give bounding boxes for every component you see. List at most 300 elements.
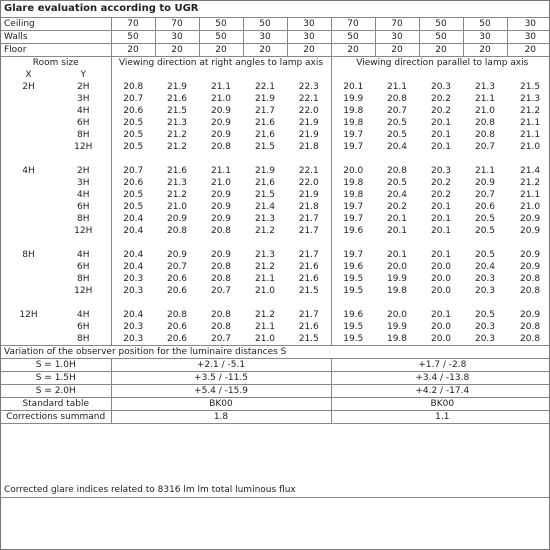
ugr-value: 21.9 <box>166 82 188 92</box>
ugr-value: 21.2 <box>254 310 276 320</box>
ugr-value: 21.1 <box>474 166 496 176</box>
right-angles-header: Viewing direction at right angles to lamp axis <box>111 57 331 70</box>
ugr-value: 21.2 <box>166 190 188 200</box>
ugr-value: 19.9 <box>343 94 364 104</box>
spacing-label: S = 1.5H <box>1 372 111 385</box>
ugr-value: 20.0 <box>430 334 452 344</box>
blank-cell <box>1 237 111 249</box>
variation-parallel: +3.4 / -13.8 <box>331 372 550 385</box>
ugr-table <box>1 1 550 424</box>
ugr-value: 20.3 <box>474 322 496 332</box>
blank-cell <box>1 189 56 201</box>
ugr-value: 20.1 <box>430 130 452 140</box>
blank-cell <box>331 153 550 165</box>
ugr-value: 20.7 <box>166 262 188 272</box>
table-body <box>1 1 550 424</box>
floor-value: 20 <box>463 44 507 57</box>
ugr-value: 22.0 <box>287 177 331 189</box>
blank-cell <box>1 273 56 285</box>
variation-label: Variation of the observer position for the luminaire distances S <box>1 346 550 359</box>
blank-cell <box>1 285 56 297</box>
room-y-label: 2H <box>56 81 111 93</box>
table-row <box>1 285 550 297</box>
ugr-value: 20.4 <box>386 190 408 200</box>
ugr-value: 20.1 <box>430 118 452 128</box>
ugr-value: 20.9 <box>210 250 232 260</box>
blank-cell <box>1 177 56 189</box>
ugr-value: 20.6 <box>166 274 188 284</box>
ugr-value: 20.6 <box>166 286 188 296</box>
floor-label: Floor <box>1 44 111 57</box>
floor-value: 20 <box>287 44 331 57</box>
ugr-value: 20.9 <box>520 250 541 260</box>
table-row <box>1 129 550 141</box>
ceiling-label: Ceiling <box>1 18 111 31</box>
ugr-value: 19.9 <box>386 274 408 284</box>
room-y-label: 2H <box>56 165 111 177</box>
floor-value: 20 <box>331 44 375 57</box>
ugr-value: 19.8 <box>343 190 364 200</box>
ugr-value: 20.8 <box>166 310 188 320</box>
ugr-value: 20.0 <box>343 166 364 176</box>
ugr-value: 21.5 <box>254 190 276 200</box>
table-row <box>1 177 550 189</box>
ugr-value: 21.1 <box>520 190 541 200</box>
walls-value: 50 <box>419 31 463 44</box>
ceiling-value: 30 <box>507 18 550 31</box>
ugr-value: 20.9 <box>166 214 188 224</box>
ceiling-value: 70 <box>375 18 419 31</box>
room-y-label: 3H <box>56 177 111 189</box>
corrections-summand-right-angles: 1.8 <box>111 411 331 424</box>
ugr-value: 20.1 <box>430 226 452 236</box>
table-row <box>1 261 550 273</box>
ugr-value: 19.5 <box>343 334 364 344</box>
ceiling-value: 50 <box>419 18 463 31</box>
room-y-label: 4H <box>56 105 111 117</box>
ugr-value: 21.0 <box>166 202 188 212</box>
ugr-value: 20.3 <box>474 286 496 296</box>
room-y-label: 8H <box>56 333 111 346</box>
ugr-value: 21.7 <box>287 213 331 225</box>
ugr-value: 20.1 <box>430 250 452 260</box>
table-row <box>1 93 550 105</box>
table-row <box>1 141 550 153</box>
room-y-label: 12H <box>56 225 111 237</box>
ugr-value: 20.8 <box>166 226 188 236</box>
ugr-value: 20.2 <box>430 94 452 104</box>
ugr-value: 20.8 <box>210 322 232 332</box>
ugr-value: 20.1 <box>386 214 408 224</box>
room-x-label: 12H <box>19 310 38 320</box>
blank-cell <box>1 321 56 333</box>
ugr-value: 21.7 <box>254 106 276 116</box>
table-row <box>1 225 550 237</box>
footer-divider <box>1 497 549 498</box>
ugr-value: 20.5 <box>474 310 496 320</box>
table-row <box>1 105 550 117</box>
ugr-value: 21.5 <box>254 142 276 152</box>
room-y-label: 4H <box>56 189 111 201</box>
floor-value: 20 <box>419 44 463 57</box>
floor-value: 20 <box>375 44 419 57</box>
standard-table-parallel: BK00 <box>331 398 550 411</box>
blank-cell <box>331 69 550 81</box>
ugr-value: 20.6 <box>166 322 188 332</box>
ugr-value: 21.7 <box>287 225 331 237</box>
room-y-label: 4H <box>56 309 111 321</box>
ugr-value: 20.8 <box>520 322 541 332</box>
ugr-value: 20.5 <box>123 118 144 128</box>
ugr-value: 20.8 <box>520 334 541 344</box>
ugr-value: 20.9 <box>210 202 232 212</box>
ugr-value: 21.6 <box>166 166 188 176</box>
ugr-value: 20.4 <box>123 262 144 272</box>
ugr-value: 21.1 <box>520 130 541 140</box>
ugr-value: 22.3 <box>287 81 331 93</box>
blank-cell <box>1 93 56 105</box>
ceiling-value: 50 <box>463 18 507 31</box>
ugr-value: 20.7 <box>474 142 496 152</box>
ceiling-value: 50 <box>243 18 287 31</box>
ugr-value: 20.4 <box>386 142 408 152</box>
ugr-value: 20.3 <box>123 334 144 344</box>
walls-value: 50 <box>199 31 243 44</box>
title-row <box>1 1 550 18</box>
ugr-value: 21.0 <box>474 106 496 116</box>
ugr-value: 20.9 <box>210 214 232 224</box>
ugr-value: 20.3 <box>430 82 452 92</box>
ugr-value: 21.3 <box>254 214 276 224</box>
blank-cell <box>111 153 331 165</box>
ugr-value: 20.5 <box>123 190 144 200</box>
ugr-value: 20.1 <box>430 142 452 152</box>
ugr-value: 20.8 <box>474 130 496 140</box>
ugr-value: 21.3 <box>166 118 188 128</box>
ugr-value: 20.3 <box>123 322 144 332</box>
room-x-label: 2H <box>22 82 35 92</box>
ugr-value: 20.4 <box>123 310 144 320</box>
ugr-value: 19.7 <box>343 214 364 224</box>
room-y-label: 4H <box>56 249 111 261</box>
ugr-value: 19.7 <box>343 142 364 152</box>
ugr-value: 20.8 <box>474 118 496 128</box>
ugr-value: 19.7 <box>343 130 364 140</box>
spacing-label: S = 2.0H <box>1 385 111 398</box>
room-y-label: 6H <box>56 117 111 129</box>
table-row <box>1 309 550 321</box>
corrections-summand-label: Corrections summand <box>1 411 111 424</box>
ugr-value: 21.5 <box>520 82 541 92</box>
floor-value: 20 <box>243 44 287 57</box>
ugr-value: 21.1 <box>254 274 276 284</box>
ugr-value: 22.0 <box>287 105 331 117</box>
table-row <box>1 189 550 201</box>
ugr-value: 21.6 <box>287 321 331 333</box>
ugr-value: 20.7 <box>210 334 232 344</box>
spacer-row <box>1 153 550 165</box>
ugr-value: 21.6 <box>254 130 276 140</box>
walls-row <box>1 31 550 44</box>
room-size-label: Room size <box>1 57 111 70</box>
blank-cell <box>111 237 331 249</box>
ugr-value: 21.5 <box>166 106 188 116</box>
ugr-value: 21.1 <box>520 118 541 128</box>
blank-cell <box>331 297 550 309</box>
ugr-value: 21.4 <box>254 202 276 212</box>
walls-label: Walls <box>1 31 111 44</box>
floor-value: 20 <box>111 44 155 57</box>
ugr-value: 21.8 <box>287 141 331 153</box>
ugr-value: 19.8 <box>343 178 364 188</box>
variation-header-row <box>1 346 550 359</box>
floor-row <box>1 44 550 57</box>
ugr-value: 21.9 <box>254 166 276 176</box>
ugr-value: 19.6 <box>343 262 364 272</box>
axis-header-row <box>1 69 550 81</box>
ceiling-value: 70 <box>155 18 199 31</box>
ugr-value: 19.6 <box>343 310 364 320</box>
ugr-value: 20.3 <box>123 286 144 296</box>
ugr-value: 20.5 <box>474 250 496 260</box>
table-row <box>1 321 550 333</box>
ugr-value: 21.1 <box>386 82 408 92</box>
ugr-value: 20.3 <box>474 334 496 344</box>
ceiling-value: 50 <box>199 18 243 31</box>
ugr-value: 21.1 <box>254 322 276 332</box>
ugr-value: 20.6 <box>123 178 144 188</box>
ugr-value: 20.2 <box>430 190 452 200</box>
parallel-header: Viewing direction parallel to lamp axis <box>356 58 529 68</box>
table-row <box>1 333 550 346</box>
ugr-value: 20.6 <box>166 334 188 344</box>
ugr-value: 21.1 <box>210 166 232 176</box>
ugr-value: 20.5 <box>386 118 408 128</box>
ugr-value: 19.8 <box>386 286 408 296</box>
ugr-value: 21.9 <box>287 189 331 201</box>
blank-cell <box>331 237 550 249</box>
ugr-value: 21.0 <box>210 178 232 188</box>
ugr-value: 20.8 <box>210 274 232 284</box>
ugr-value: 21.3 <box>520 94 541 104</box>
ugr-value: 20.8 <box>210 262 232 272</box>
header-row <box>1 57 550 70</box>
page-title: Glare evaluation according to UGR <box>1 1 550 18</box>
blank-cell <box>1 225 56 237</box>
room-y-label: 8H <box>56 273 111 285</box>
ugr-value: 20.9 <box>520 214 541 224</box>
walls-value: 50 <box>111 31 155 44</box>
table-row <box>1 273 550 285</box>
floor-value: 20 <box>199 44 243 57</box>
ugr-value: 20.7 <box>123 94 144 104</box>
ugr-value: 20.3 <box>430 166 452 176</box>
ugr-value: 20.4 <box>123 226 144 236</box>
room-y-label: 8H <box>56 129 111 141</box>
ugr-value: 19.6 <box>343 226 364 236</box>
corrections-summand-row <box>1 411 550 424</box>
walls-value: 30 <box>463 31 507 44</box>
blank-cell <box>1 297 111 309</box>
room-y-label: 12H <box>56 285 111 297</box>
ugr-value: 20.6 <box>123 106 144 116</box>
spacer-row <box>1 297 550 309</box>
ugr-value: 20.1 <box>386 226 408 236</box>
ugr-value: 20.5 <box>386 130 408 140</box>
ugr-value: 19.8 <box>343 106 364 116</box>
ugr-value: 21.6 <box>254 118 276 128</box>
blank-cell <box>1 201 56 213</box>
ugr-value: 20.9 <box>210 106 232 116</box>
ugr-value: 20.1 <box>343 82 364 92</box>
ugr-value: 20.5 <box>123 142 144 152</box>
ugr-value: 20.2 <box>430 106 452 116</box>
ugr-value: 21.7 <box>287 249 331 261</box>
ugr-value: 21.2 <box>166 142 188 152</box>
ugr-value: 21.9 <box>287 129 331 141</box>
y-label: Y <box>56 69 111 81</box>
ugr-value: 21.0 <box>210 94 232 104</box>
ugr-value: 20.7 <box>123 166 144 176</box>
corrections-summand-parallel: 1.1 <box>331 411 550 424</box>
blank-cell <box>111 297 331 309</box>
room-y-label: 8H <box>56 213 111 225</box>
ugr-value: 20.5 <box>123 130 144 140</box>
blank-cell <box>1 105 56 117</box>
room-x-label: 4H <box>22 166 35 176</box>
standard-table-row <box>1 398 550 411</box>
ugr-value: 21.2 <box>254 226 276 236</box>
room-x-label: 8H <box>22 250 35 260</box>
standard-table-right-angles: BK00 <box>111 398 331 411</box>
walls-value: 30 <box>243 31 287 44</box>
variation-right-angles: +5.4 / -15.9 <box>111 385 331 398</box>
room-y-label: 6H <box>56 201 111 213</box>
ugr-value: 20.0 <box>430 274 452 284</box>
ugr-value: 20.0 <box>430 322 452 332</box>
ceiling-row <box>1 18 550 31</box>
floor-value: 20 <box>507 44 550 57</box>
ugr-value: 20.5 <box>474 214 496 224</box>
ugr-value: 19.5 <box>343 286 364 296</box>
ugr-value: 20.7 <box>210 286 232 296</box>
ugr-value: 19.5 <box>343 322 364 332</box>
ugr-value: 20.3 <box>123 274 144 284</box>
ugr-value: 20.8 <box>520 286 541 296</box>
ugr-value: 21.5 <box>287 333 331 346</box>
ugr-value: 20.0 <box>386 262 408 272</box>
spacer-row <box>1 237 550 249</box>
variation-row <box>1 359 550 372</box>
ugr-value: 20.0 <box>430 262 452 272</box>
ugr-value: 20.1 <box>430 214 452 224</box>
room-y-label: 12H <box>56 141 111 153</box>
ugr-value: 20.4 <box>474 262 496 272</box>
ugr-value: 20.9 <box>210 118 232 128</box>
variation-parallel: +1.7 / -2.8 <box>331 359 550 372</box>
ugr-value: 20.7 <box>386 106 408 116</box>
ugr-value: 20.0 <box>386 310 408 320</box>
walls-value: 30 <box>155 31 199 44</box>
ugr-value: 20.7 <box>474 190 496 200</box>
blank-cell <box>111 69 331 81</box>
walls-value: 30 <box>375 31 419 44</box>
ugr-value: 22.1 <box>287 165 331 177</box>
ugr-value: 20.8 <box>386 166 408 176</box>
ugr-value: 20.9 <box>474 178 496 188</box>
ugr-value: 19.8 <box>343 118 364 128</box>
walls-value: 30 <box>507 31 550 44</box>
blank-cell <box>1 261 56 273</box>
ugr-value: 21.2 <box>166 130 188 140</box>
ugr-value: 21.3 <box>474 82 496 92</box>
table-row <box>1 213 550 225</box>
ugr-value: 21.4 <box>520 166 541 176</box>
variation-parallel: +4.2 / -17.4 <box>331 385 550 398</box>
ugr-value: 20.8 <box>210 226 232 236</box>
blank-cell <box>1 141 56 153</box>
ugr-value: 20.4 <box>123 214 144 224</box>
ugr-value: 19.8 <box>386 334 408 344</box>
blank-cell <box>1 153 111 165</box>
ugr-value: 20.8 <box>386 94 408 104</box>
ugr-value: 20.6 <box>474 202 496 212</box>
ugr-value: 20.5 <box>386 178 408 188</box>
ugr-value: 19.7 <box>343 250 364 260</box>
ugr-value: 19.9 <box>386 322 408 332</box>
walls-value: 30 <box>287 31 331 44</box>
ugr-value: 20.5 <box>123 202 144 212</box>
ugr-value: 22.1 <box>254 82 276 92</box>
ugr-value: 20.8 <box>210 142 232 152</box>
ugr-value: 20.1 <box>430 202 452 212</box>
ugr-value: 21.2 <box>520 106 541 116</box>
variation-row <box>1 372 550 385</box>
blank-cell <box>1 213 56 225</box>
ugr-value: 21.9 <box>287 117 331 129</box>
ugr-value: 20.2 <box>386 202 408 212</box>
ugr-value: 21.3 <box>254 250 276 260</box>
ugr-value: 21.1 <box>474 94 496 104</box>
ugr-value: 21.0 <box>520 202 541 212</box>
ugr-value: 20.8 <box>520 274 541 284</box>
spacing-label: S = 1.0H <box>1 359 111 372</box>
blank-cell <box>1 129 56 141</box>
table-row <box>1 117 550 129</box>
variation-right-angles: +2.1 / -5.1 <box>111 359 331 372</box>
room-y-label: 3H <box>56 93 111 105</box>
ugr-value: 20.8 <box>210 310 232 320</box>
variation-right-angles: +3.5 / -11.5 <box>111 372 331 385</box>
ugr-value: 21.6 <box>166 94 188 104</box>
floor-value: 20 <box>155 44 199 57</box>
ugr-value: 22.1 <box>287 93 331 105</box>
ugr-value: 20.3 <box>474 274 496 284</box>
ugr-value: 21.0 <box>254 286 276 296</box>
ugr-value: 20.1 <box>430 310 452 320</box>
ugr-value: 20.2 <box>430 178 452 188</box>
ugr-value: 21.0 <box>520 142 541 152</box>
ugr-value: 20.0 <box>430 286 452 296</box>
ugr-value: 20.9 <box>520 310 541 320</box>
table-row <box>1 81 550 93</box>
walls-value: 50 <box>331 31 375 44</box>
ugr-value: 21.0 <box>254 334 276 344</box>
ugr-value: 21.5 <box>287 285 331 297</box>
standard-table-label: Standard table <box>1 398 111 411</box>
ceiling-value: 70 <box>111 18 155 31</box>
ugr-value: 21.2 <box>254 262 276 272</box>
